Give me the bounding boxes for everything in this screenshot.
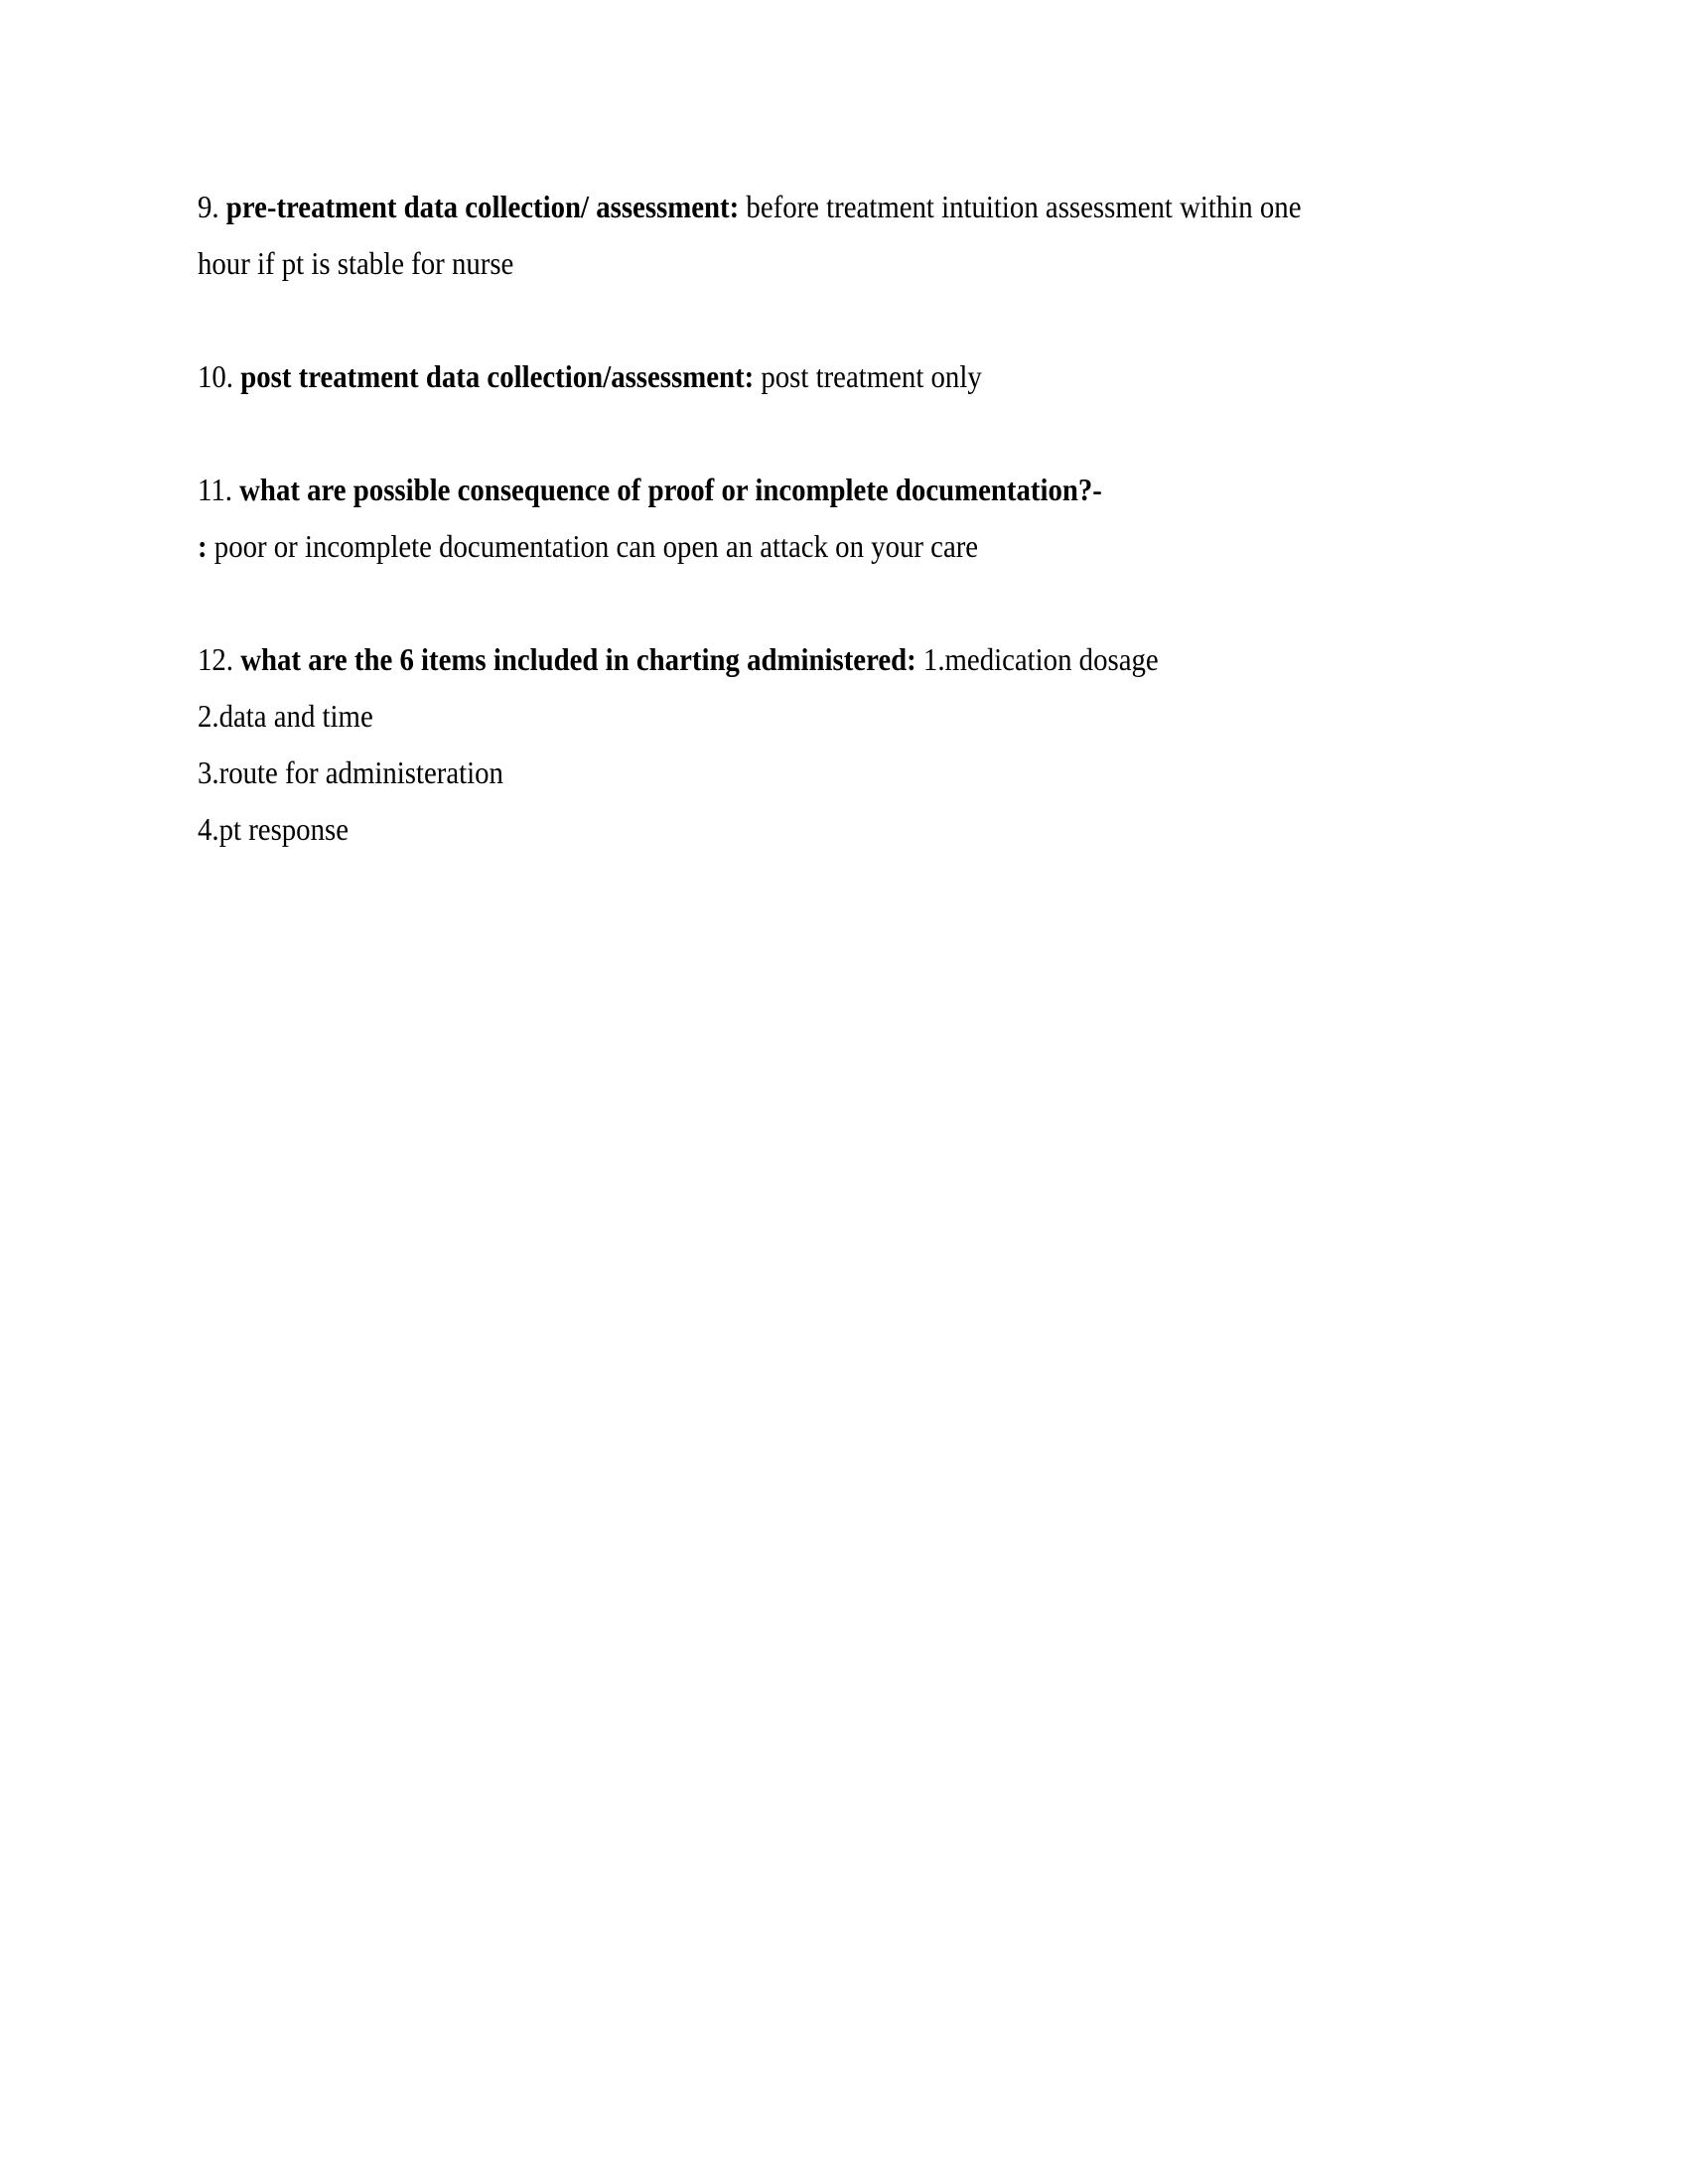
item-11-line-1	[198, 472, 1102, 507]
item-12-line-2	[198, 698, 373, 734]
item-question: pre-treatment data collection/ assessment:	[225, 189, 740, 224]
item-question: what are the 6 items included in charting administered:	[240, 641, 916, 677]
item-number: 11.	[198, 472, 232, 507]
item-answer: hour if pt is stable for nurse	[198, 245, 514, 281]
item-answer: 2.data and time	[198, 698, 373, 734]
item-answer: 3.route for administeration	[198, 754, 503, 790]
item-question: what are possible consequence of proof or incomplete documentation?-	[239, 472, 1102, 507]
item-10	[198, 358, 982, 394]
answer-prefix: :	[198, 528, 208, 564]
item-12-line-3	[198, 754, 503, 790]
item-number: 10.	[198, 358, 233, 394]
item-answer: 1.medication dosage	[922, 641, 1159, 677]
item-number: 12.	[198, 641, 233, 677]
item-answer: poor or incomplete documentation can open an attack on your care	[213, 528, 979, 564]
item-12-line-4	[198, 811, 349, 847]
item-answer: before treatment intuition assessment within one	[746, 189, 1302, 224]
item-9-line-2	[198, 245, 513, 281]
item-answer: post treatment only	[761, 358, 982, 394]
item-11-line-2	[198, 528, 978, 564]
item-number: 9.	[198, 189, 219, 224]
item-question: post treatment data collection/assessment:	[240, 358, 755, 394]
item-9-line-1	[198, 189, 1301, 224]
item-answer: 4.pt response	[198, 811, 349, 847]
item-12-line-1	[198, 641, 1159, 677]
